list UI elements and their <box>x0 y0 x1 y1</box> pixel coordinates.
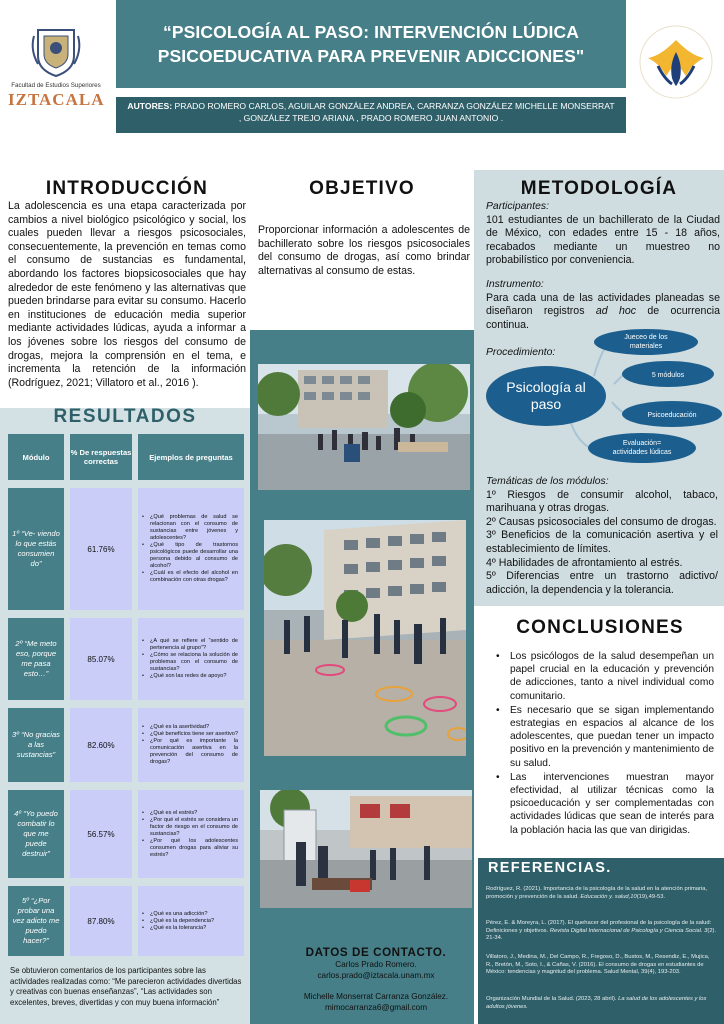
conclusiones-list <box>496 650 714 838</box>
procedimiento-diagram <box>484 328 724 464</box>
table-header-ejemplos: Ejemplos de preguntas <box>138 434 244 480</box>
referencias-heading: REFERENCIAS. <box>488 860 612 876</box>
table-row-1-modulo: 1º “Ve- viendo lo que estás consumien do” <box>8 488 64 610</box>
faculty-caption: Facultad de Estudios Superiores <box>11 82 101 89</box>
conclusiones-heading: CONCLUSIONES <box>516 617 684 638</box>
diagram-node-evaluacion <box>588 433 696 463</box>
tematica-1: 1º Riesgos de consumir alcohol, tabaco, marihuana y otras drogas. <box>486 488 718 515</box>
svg-text:actividades lúdicas: actividades lúdicas <box>612 449 672 456</box>
introduccion-heading: INTRODUCCIÓN <box>45 178 209 199</box>
metodologia-heading: METODOLOGÍA <box>520 178 678 199</box>
conclusion-item: • Es necesario que se sigan implementando estrategias en espacios al alcance de los adolescentes, que puedan tener un impacto positivo en la prevención y mantenimiento de su salud. <box>496 704 714 770</box>
table-row-3-pct: 82.60% <box>70 708 132 782</box>
photo-activity-1 <box>258 364 470 490</box>
table-row-5-ejemplos: • ¿Qué es una adicción? • ¿Qué es la dependencia? • ¿Qué es la tolerancia? <box>138 886 244 956</box>
participantes-text: 101 estudiantes de un bachillerato de la Ciudad de México, con edades entre 15 - 18 años, recabados mediante un muestreo no probabilístico por conveniencia. <box>486 213 720 267</box>
reference-item: Organización Mundial de la Salud. (2023, 28 abril). La salud de los adolescentes y los adultos jóvenes. <box>486 996 707 1010</box>
table-row-4-ejemplos: • ¿Qué es el estrés? • ¿Por qué el estrés se considera un factor de riesgo en el consumo de sustancias? • ¿Por qué los adolescentes consumen drogas para aliviar su estrés? <box>138 790 244 878</box>
contacto-email-1[interactable]: carlos.prado@iztacala.unam.mx <box>317 971 435 980</box>
conclusion-item: • Las intervenciones muestran mayor efectividad, al utilizar técnicas como la psicoeducación y ser complementadas con actividades lúdicas que sean de interés para la población hacia las que van dirigidas. <box>496 771 714 837</box>
svg-text:materiales: materiales <box>629 343 663 350</box>
authors-bar <box>116 97 626 133</box>
poster-title: “PSICOLOGÍA AL PASO: INTERVENCIÓN LÚDICA PSICOEDUCATIVA PARA PREVENIR ADICCIONES" <box>116 0 626 88</box>
objetivo-heading: OBJETIVO <box>309 178 415 199</box>
resultados-heading: RESULTADOS <box>53 406 197 427</box>
conclusion-item: • Los psicólogos de la salud desempeñan un papel crucial en la educación y prevención de adicciones, tanto a nivel individual como comunitario. <box>496 650 714 703</box>
resultados-comentarios: Se obtuvieron comentarios de los participantes sobre las actividades realizadas como: “Me parecieron actividades divertidas y creativas con buenas enseñanzas”, “Las actividades son excelentes, breves, divertidas y con muy buena información” <box>10 966 242 1007</box>
contacto-heading: DATOS DE CONTACTO. <box>305 946 447 959</box>
contacto-line-1: Carlos Prado Romero. <box>335 960 417 969</box>
contacto-line-2: Michelle Monserrat Carranza González. <box>303 992 449 1001</box>
procedimiento-label: Procedimiento: <box>486 347 556 359</box>
tematica-2: 2º Causas psicosociales del consumo de drogas. <box>486 515 717 528</box>
svg-text:Evaluación=: Evaluación= <box>622 440 662 447</box>
table-row-3-modulo: 3º “No gracias a las sustancias” <box>8 708 64 782</box>
table-row-4-pct: 56.57% <box>70 790 132 878</box>
table-row-5-modulo: 5º “¿Por probar una vez adicto me puedo hacer?” <box>8 886 64 956</box>
svg-text:5 módulos: 5 módulos <box>651 372 685 379</box>
participantes-label: Participantes: <box>486 201 549 212</box>
iztacala-wordmark: IZTACALA <box>8 90 105 109</box>
table-row-2-ejemplos: • ¿A qué se refiere el “sentido de pertenencia al grupo”? • ¿Cómo se relaciona la solución de problemas con el consumo de sustancias? • ¿Qué son las redes de apoyo? <box>138 618 244 700</box>
svg-text:Jueceo de los: Jueceo de los <box>624 334 668 341</box>
reference-item: Villatoro, J., Medina, M., Del Campo, R., Fregoso, D., Bustos, M., Resendiz, E., Mujica, R., Bretón, M., Soto, I., & Cañas, V. (2016). El consumo de drogas en estudiantes de México: tendencias y magnitud del problema. Salud Mental, 39(4), 193-203. <box>486 954 710 976</box>
reference-item: Pérez, E. & Moreyra, L. (2017). El quehacer del profesional de la psicología de la salud: Definiciones y objetivos. Revista Digital Internacional de Psicología y Ciencia Social. 3(2). 21-34. <box>486 920 717 942</box>
objetivo-text: Proporcionar información a adolescentes de bachillerato sobre los riesgos psicosociales del consumo de drogas, así como brindar alternativas al consumo de estas. <box>258 224 470 277</box>
psicologia-salud-emblem-icon <box>636 22 716 112</box>
svg-text:Psicoeducación: Psicoeducación <box>647 412 697 419</box>
introduccion-text: La adolescencia es una etapa caracterizada por cambios a nivel biológico psicológico y social, los cuales pueden llevar a riesgos psicosociales, consecuentemente, la prevención en temas como el consumo de sustancias es fundamental, abordando los factores biopsicosociales que hay alrededor de este fenómeno y las alternativas que pueden brindarse para evitar su consumo. Hacerlo en instituciones de educación media superior mediante actividades lúdicas, ayuda a informar a los jóvenes sobre los riesgos del consumo de drogas, mejora la comprensión en el tema, e incrementa la retención de la información (Rodríguez, 2021; Villatoro et al., 2016 ). <box>8 200 246 389</box>
contacto-email-2[interactable]: mimocarranza6@gmail.com <box>324 1003 428 1012</box>
contacto-block <box>276 946 476 1013</box>
table-row-1-pct: 61.76% <box>70 488 132 610</box>
photo-activity-3 <box>260 790 472 908</box>
diagram-center-line1: Psicología al <box>506 379 586 395</box>
instrumento-text: Para cada una de las actividades planeadas se diseñaron registros ad hoc de ocurrencia continua. <box>486 291 720 331</box>
table-row-1-ejemplos: • ¿Qué problemas de salud se relacionan con el consumo de sustancias entre jóvenes y adolescentes? • ¿Qué tipo de trastornos psicológicos puede desarrollar una persona debido al consumo de alcohol? • ¿Cuál es el efecto del alcohol en combinación con otras drogas? <box>138 488 244 610</box>
unam-fesi-logo <box>8 24 104 114</box>
table-row-2-pct: 85.07% <box>70 618 132 700</box>
tematica-3: 3º Beneficios de la comunicación asertiva y el establecimiento de límites. <box>486 529 718 555</box>
contacto-spacer <box>276 981 476 991</box>
table-row-5-pct: 87.80% <box>70 886 132 956</box>
instrumento-label: Instrumento: <box>486 278 544 290</box>
authors-label: AUTORES: <box>127 101 173 111</box>
table-row-2-modulo: 2º “Me meto eso, porque me pasa esto…” <box>8 618 64 700</box>
diagram-node-jueceo <box>594 329 698 355</box>
tematica-5: 5º Diferencias entre un trastorno adictivo/ adicción, la dependencia y la tolerancia. <box>486 570 718 596</box>
tematicas-label: Temáticas de los módulos: <box>486 476 609 487</box>
photo-activity-2 <box>264 520 466 756</box>
reference-item: Rodríguez, R. (2021). Importancia de la psicología de la salud en la atención primaria, promoción y prevención de la salud. Educación y. salud,10(19),49-53. <box>486 886 708 900</box>
diagram-center-line2: paso <box>530 396 562 412</box>
table-header-pct: % De respuestas correctas <box>70 434 132 480</box>
tematica-4: 4º Habilidades de afrontamiento al estrés. <box>486 556 683 569</box>
table-header-modulo: Módulo <box>8 434 64 480</box>
psicologia-salud-logo <box>636 22 716 112</box>
table-row-3-ejemplos: • ¿Qué es la asertividad? • ¿Qué beneficios tiene ser asertivo? • ¿Por qué es importante la comunicación asertiva en la prevención del consumo de drogas? <box>138 708 244 782</box>
authors-names: PRADO ROMERO CARLOS, AGUILAR GONZÁLEZ ANDREA, CARRANZA GONZÁLEZ MICHELLE MONSERRAT , GONZÁLEZ TREJO ARIANA , PRADO ROMERO JUAN ANTONIO . <box>174 101 615 123</box>
table-row-4-modulo: 4º “Yo puedo combatir lo que me puede destruir” <box>8 790 64 878</box>
tematicas-block <box>486 475 718 597</box>
